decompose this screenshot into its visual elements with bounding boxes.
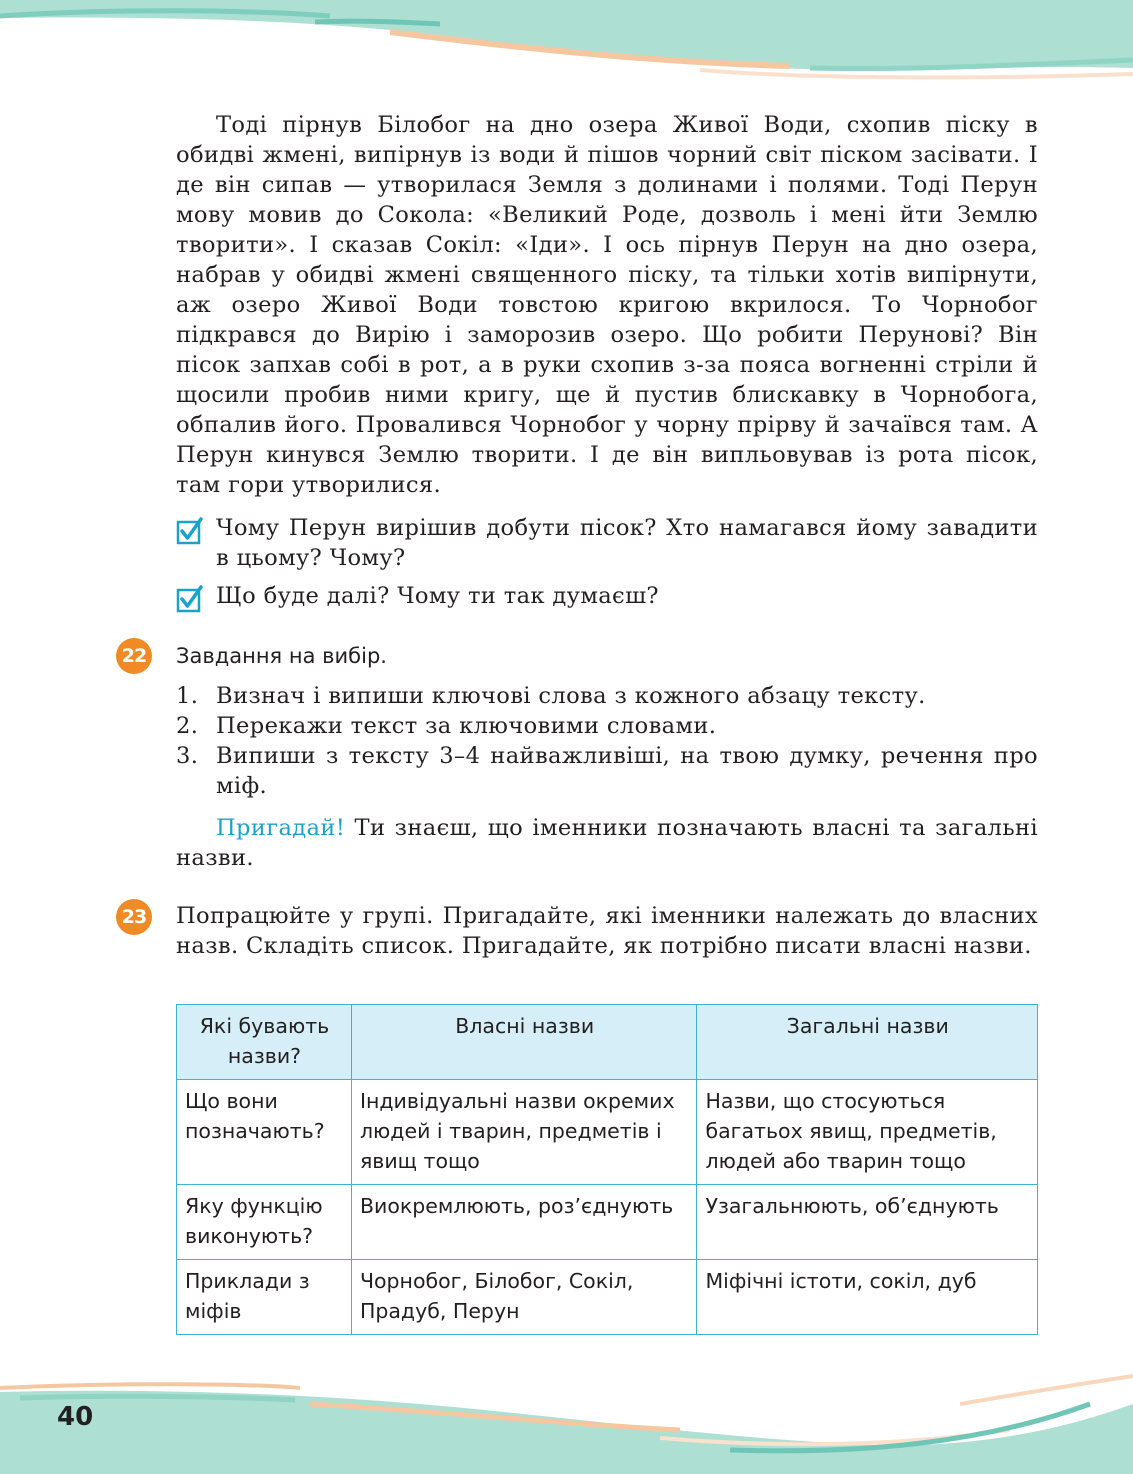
list-item-number: 1.	[176, 683, 199, 709]
task-text: Попрацюйте у групі. Пригадайте, які іменники належать до власних назв. Складіть список. Пригадайте, як потрібно писати власні назви.	[176, 903, 1038, 959]
remember-text: Ти знаєш, що іменники позначають власні та загальні назви.	[176, 815, 1038, 871]
bottom-wave-decoration	[0, 1364, 1133, 1474]
table-header-row	[177, 1005, 1038, 1080]
table-row	[177, 1185, 1038, 1260]
task-list	[176, 681, 1038, 801]
table-cell: Міфічні істоти, сокіл, дуб	[697, 1260, 1038, 1335]
table-header-cell: Власні назви	[351, 1005, 697, 1080]
checkbox-checked-icon	[176, 517, 204, 545]
list-item-text: Перекажи текст за ключовими словами.	[216, 713, 717, 739]
table-cell: Узагальнюють, об’єднують	[697, 1185, 1038, 1260]
task-number-badge: 23	[116, 899, 152, 935]
task-number-badge: 22	[116, 638, 152, 674]
table-cell: Назви, що стосуються багатьох явищ, предметів, людей або тварин тощо	[697, 1080, 1038, 1185]
remember-keyword: Пригадай!	[216, 815, 346, 841]
list-item-text: Випиши з тексту 3–4 найважливіші, на твою думку, речення про міф.	[216, 743, 1038, 799]
table-row	[177, 1260, 1038, 1335]
list-item	[176, 741, 1038, 801]
table-cell: Яку функцію виконують?	[177, 1185, 352, 1260]
task-title: Завдання на вибір.	[176, 644, 387, 668]
table-header-cell: Загальні назви	[697, 1005, 1038, 1080]
list-item	[176, 711, 1038, 741]
question-text: Що буде далі? Чому ти так думаєш?	[216, 583, 659, 609]
table-cell: Що вони позначають?	[177, 1080, 352, 1185]
remember-note	[176, 813, 1038, 873]
question-text: Чому Перун вирішив добути пісок? Хто намагався йому завадити в цьому? Чому?	[216, 515, 1038, 571]
table-cell: Виокремлюють, роз’єднують	[351, 1185, 697, 1260]
question-row	[176, 513, 1038, 573]
list-item	[176, 681, 1038, 711]
story-paragraph: Тоді пірнув Білобог на дно озера Живої Води, схопив піску в обидві жмені, випірнув із води й пішов чорний світ піском засівати. І де він сипав — утворилася Земля з долинами і полями. Тоді Перун мову мовив до Сокола: «Великий Роде, дозволь і мені йти Землю творити». І сказав Сокіл: «Іди». І ось пірнув Перун на дно озера, набрав у обидві жмені священного піску, та тільки хотів випірнути, аж озеро Живої Води товстою кригою вкрилося. То Чорнобог підкрався до Вирію і заморозив озеро. Що робити Перунові? Він пісок запхав собі в рот, а в руки схопив з-за пояса вогненні стріли й щосили пробив ними кригу, ще й пустив блискавку в Чорнобога, обпалив його. Провалився Чорнобог у чорну прірву й зачаївся там. А Перун кинувся Землю творити. І де він випльовував із рота пісок, там гори утворилися.	[176, 112, 1038, 498]
table-row	[177, 1080, 1038, 1185]
table-cell: Приклади з міфів	[177, 1260, 352, 1335]
table-cell: Індивідуальні назви окремих людей і тварин, предметів і явищ тощо	[351, 1080, 697, 1185]
top-wave-decoration	[0, 0, 1133, 100]
question-row	[176, 581, 1038, 613]
table-header-cell: Які бувають назви?	[177, 1005, 352, 1080]
names-table	[176, 1004, 1038, 1335]
list-item-number: 2.	[176, 713, 199, 739]
list-item-number: 3.	[176, 743, 199, 769]
page-number: 40	[57, 1402, 94, 1432]
checkbox-checked-icon	[176, 585, 204, 613]
table-cell: Чорнобог, Білобог, Сокіл, Прадуб, Перун	[351, 1260, 697, 1335]
list-item-text: Визнач і випиши ключові слова з кожного абзацу тексту.	[216, 683, 926, 709]
